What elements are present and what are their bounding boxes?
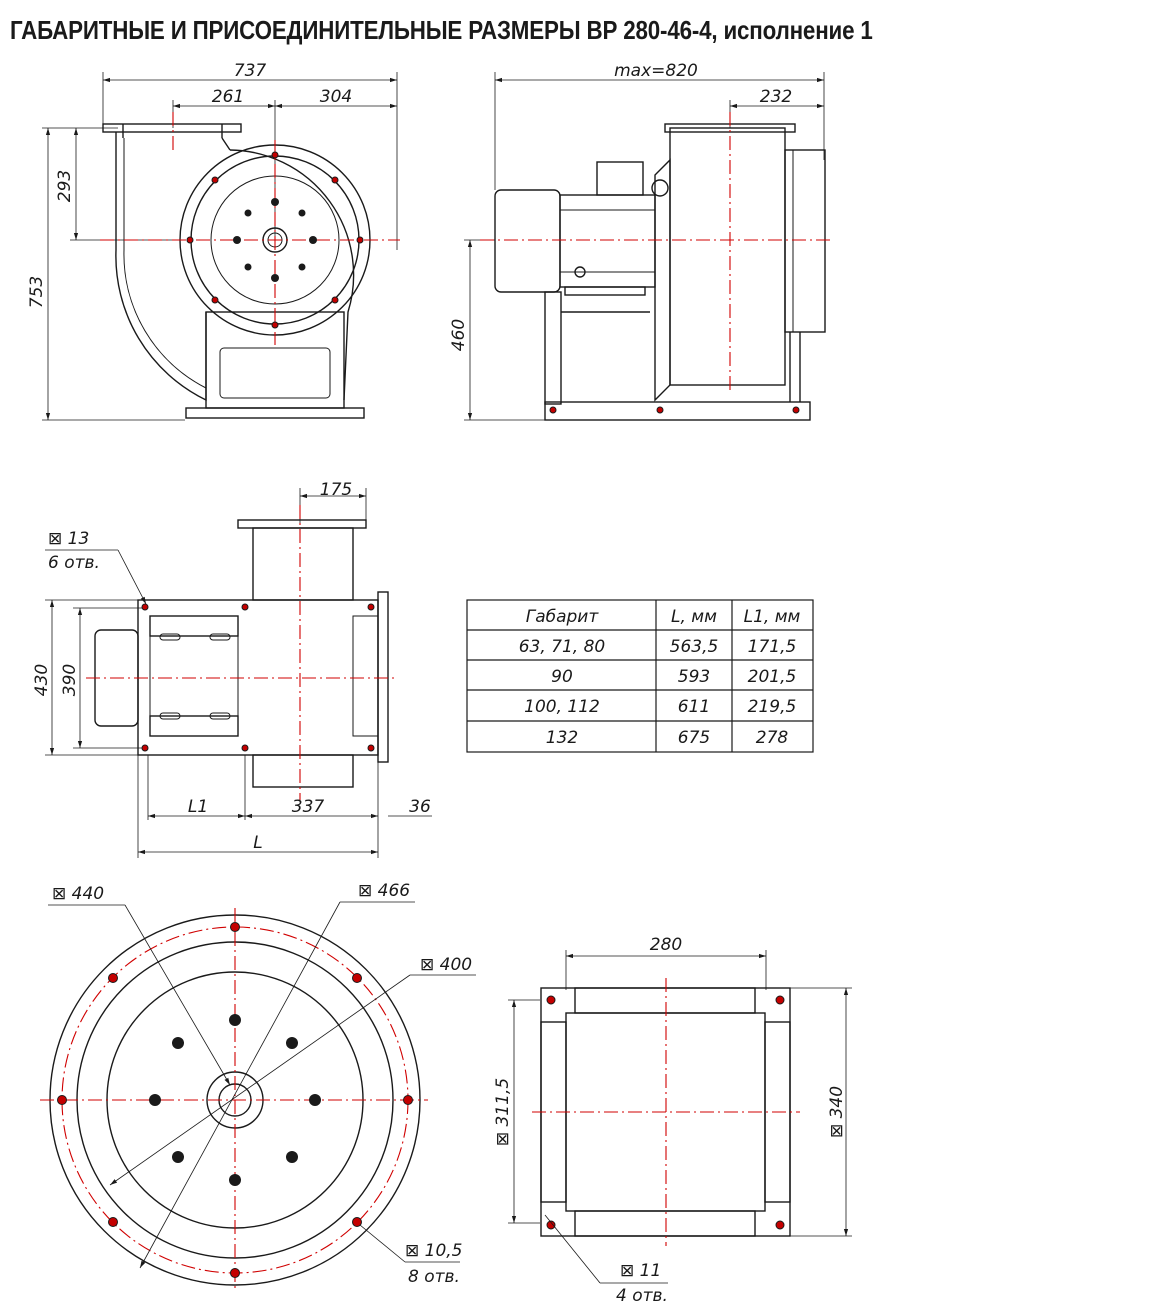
dim-337: 337 — [291, 797, 325, 817]
table-cell: 278 — [755, 728, 789, 748]
table-cell: 201,5 — [747, 667, 797, 687]
dim-max-820: max=820 — [614, 61, 698, 81]
dim-293: 293 — [55, 169, 75, 203]
page-title: ГАБАРИТНЫЕ И ПРИСОЕДИНИТЕЛЬНЫЕ РАЗМЕРЫ ВР 280-46-4, исполнение 1 — [10, 15, 873, 45]
table-cell: 63, 71, 80 — [518, 637, 606, 657]
dim-311: ⊠ 311,5 — [493, 1077, 513, 1147]
table-header: L1, мм — [743, 607, 801, 627]
bolt-hole-icon — [272, 152, 278, 158]
dim-36: 36 — [409, 797, 431, 817]
table-header: L, мм — [671, 607, 717, 627]
dim-d400: ⊠ 400 — [420, 955, 473, 975]
dim-753: 753 — [27, 275, 47, 309]
dim-304: 304 — [319, 87, 353, 107]
dim-737: 737 — [233, 61, 267, 81]
dim-175: 175 — [319, 480, 353, 500]
table-cell: 100, 112 — [524, 697, 600, 717]
table-cell: 132 — [545, 728, 579, 748]
table-cell: 90 — [551, 667, 573, 687]
outlet-flange-view — [493, 935, 852, 1306]
table-cell: 675 — [677, 728, 711, 748]
size-table — [467, 600, 813, 752]
outlet-hole-diameter: ⊠ 11 — [620, 1261, 662, 1281]
inlet-hole-diameter: ⊠ 10,5 — [405, 1241, 463, 1261]
table-cell: 563,5 — [669, 637, 719, 657]
table-cell: 593 — [677, 667, 711, 687]
dim-340: ⊠ 340 — [827, 1085, 847, 1139]
top-hole-count: 6 отв. — [48, 553, 100, 573]
table-cell: 219,5 — [747, 697, 797, 717]
dim-261: 261 — [211, 87, 245, 107]
dim-280: 280 — [649, 935, 683, 955]
inlet-hole-count: 8 отв. — [408, 1267, 460, 1287]
table-header: Габарит — [525, 607, 599, 627]
table-cell: 611 — [677, 697, 711, 717]
dim-l: L — [253, 833, 263, 853]
dim-430: 430 — [32, 663, 52, 697]
outlet-hole-count: 4 отв. — [616, 1286, 668, 1306]
dim-d440: ⊠ 440 — [52, 884, 105, 904]
dim-l1: L1 — [187, 797, 209, 817]
table-cell: 171,5 — [747, 637, 797, 657]
dim-d466: ⊠ 466 — [358, 881, 411, 901]
inlet-flange-view — [40, 881, 476, 1292]
front-view — [27, 61, 400, 420]
top-view — [32, 480, 432, 858]
dim-232: 232 — [759, 87, 793, 107]
side-view — [449, 61, 830, 420]
dim-390: 390 — [60, 663, 80, 697]
top-hole-diameter: ⊠ 13 — [48, 529, 90, 549]
dim-460: 460 — [449, 318, 469, 352]
